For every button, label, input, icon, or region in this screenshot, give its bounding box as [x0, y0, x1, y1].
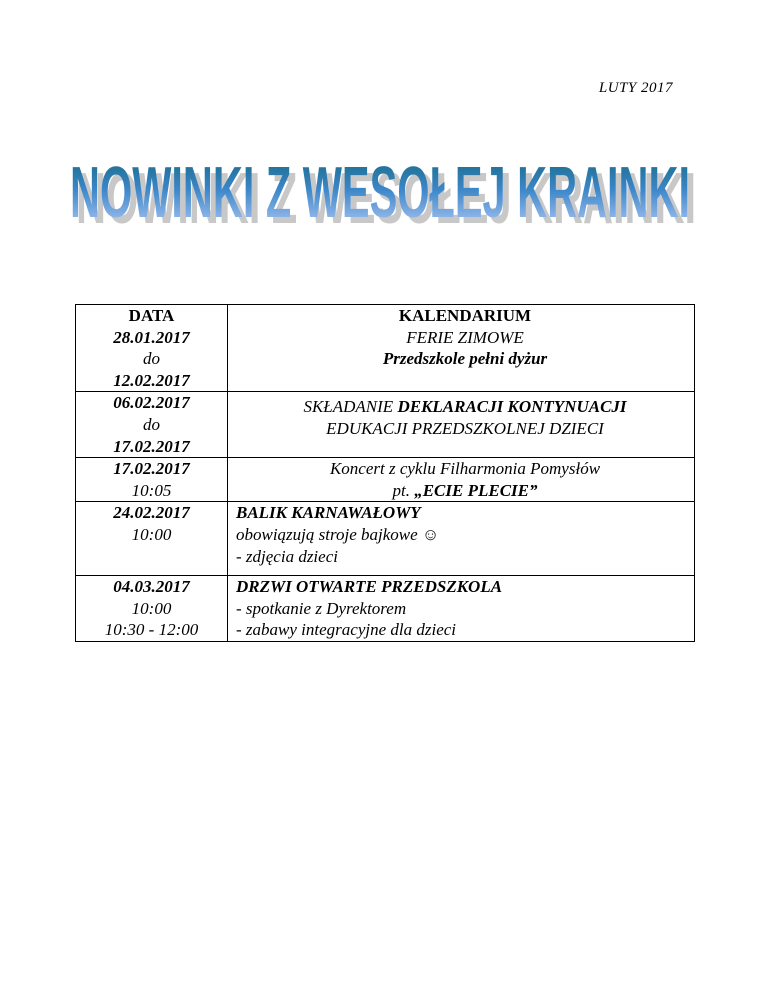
event-title: BALIK KARNAWAŁOWY [236, 503, 421, 523]
event-detail: EDUKACJI PRZEDSZKOLNEJ DZIECI [326, 418, 604, 438]
event-title: Koncert z cyklu Filharmonia Pomysłów [329, 459, 601, 479]
event-detail: obowiązują stroje bajkowe ☺ [236, 524, 440, 544]
month-label: LUTY 2017 [598, 80, 673, 96]
table-row [76, 392, 695, 458]
table-row [76, 458, 695, 502]
date-start: 04.03.2017 [113, 577, 190, 597]
date-start: 17.02.2017 [113, 459, 190, 479]
event-detail: - spotkanie z Dyrektorem [236, 598, 407, 618]
newsletter-title [50, 125, 710, 255]
event-title: SKŁADANIE [303, 397, 398, 417]
date-start: 06.02.2017 [113, 393, 190, 413]
header-date: DATA [128, 306, 175, 325]
event-title: DRZWI OTWARTE PRZEDSZKOLA [236, 577, 503, 597]
table-header [76, 305, 695, 392]
date-end: 12.02.2017 [113, 370, 190, 390]
table-row [76, 502, 695, 576]
date-start: 28.01.2017 [113, 327, 190, 347]
event-detail: Przedszkole pełni dyżur [382, 349, 548, 369]
event-title: FERIE ZIMOWE [406, 327, 524, 347]
event-prefix: pt. [392, 480, 415, 500]
table-row [76, 576, 695, 642]
title-text: NOWINKI Z WESOŁEJ KRAINKI [70, 153, 690, 233]
date-to: do [143, 349, 160, 369]
event-time: 10:00 [131, 524, 172, 544]
event-time: 10:30 - 12:00 [104, 620, 199, 640]
title-shadow: NOWINKI Z WESOŁEJ KRAINKI [76, 159, 696, 239]
event-detail: - zabawy integracyjne dla dzieci [236, 620, 457, 640]
event-title-bold: DEKLARACJI KONTYNUACJI [397, 397, 627, 417]
date-start: 24.02.2017 [113, 503, 190, 523]
event-time: 10:05 [131, 480, 172, 500]
date-end: 17.02.2017 [113, 436, 190, 456]
event-detail: - zdjęcia dzieci [236, 546, 338, 566]
calendar-table [75, 304, 695, 642]
date-to: do [143, 414, 160, 434]
event-time: 10:00 [131, 598, 172, 618]
header-event: KALENDARIUM [398, 306, 532, 325]
event-name: „ECIE PLECIE” [414, 480, 538, 500]
